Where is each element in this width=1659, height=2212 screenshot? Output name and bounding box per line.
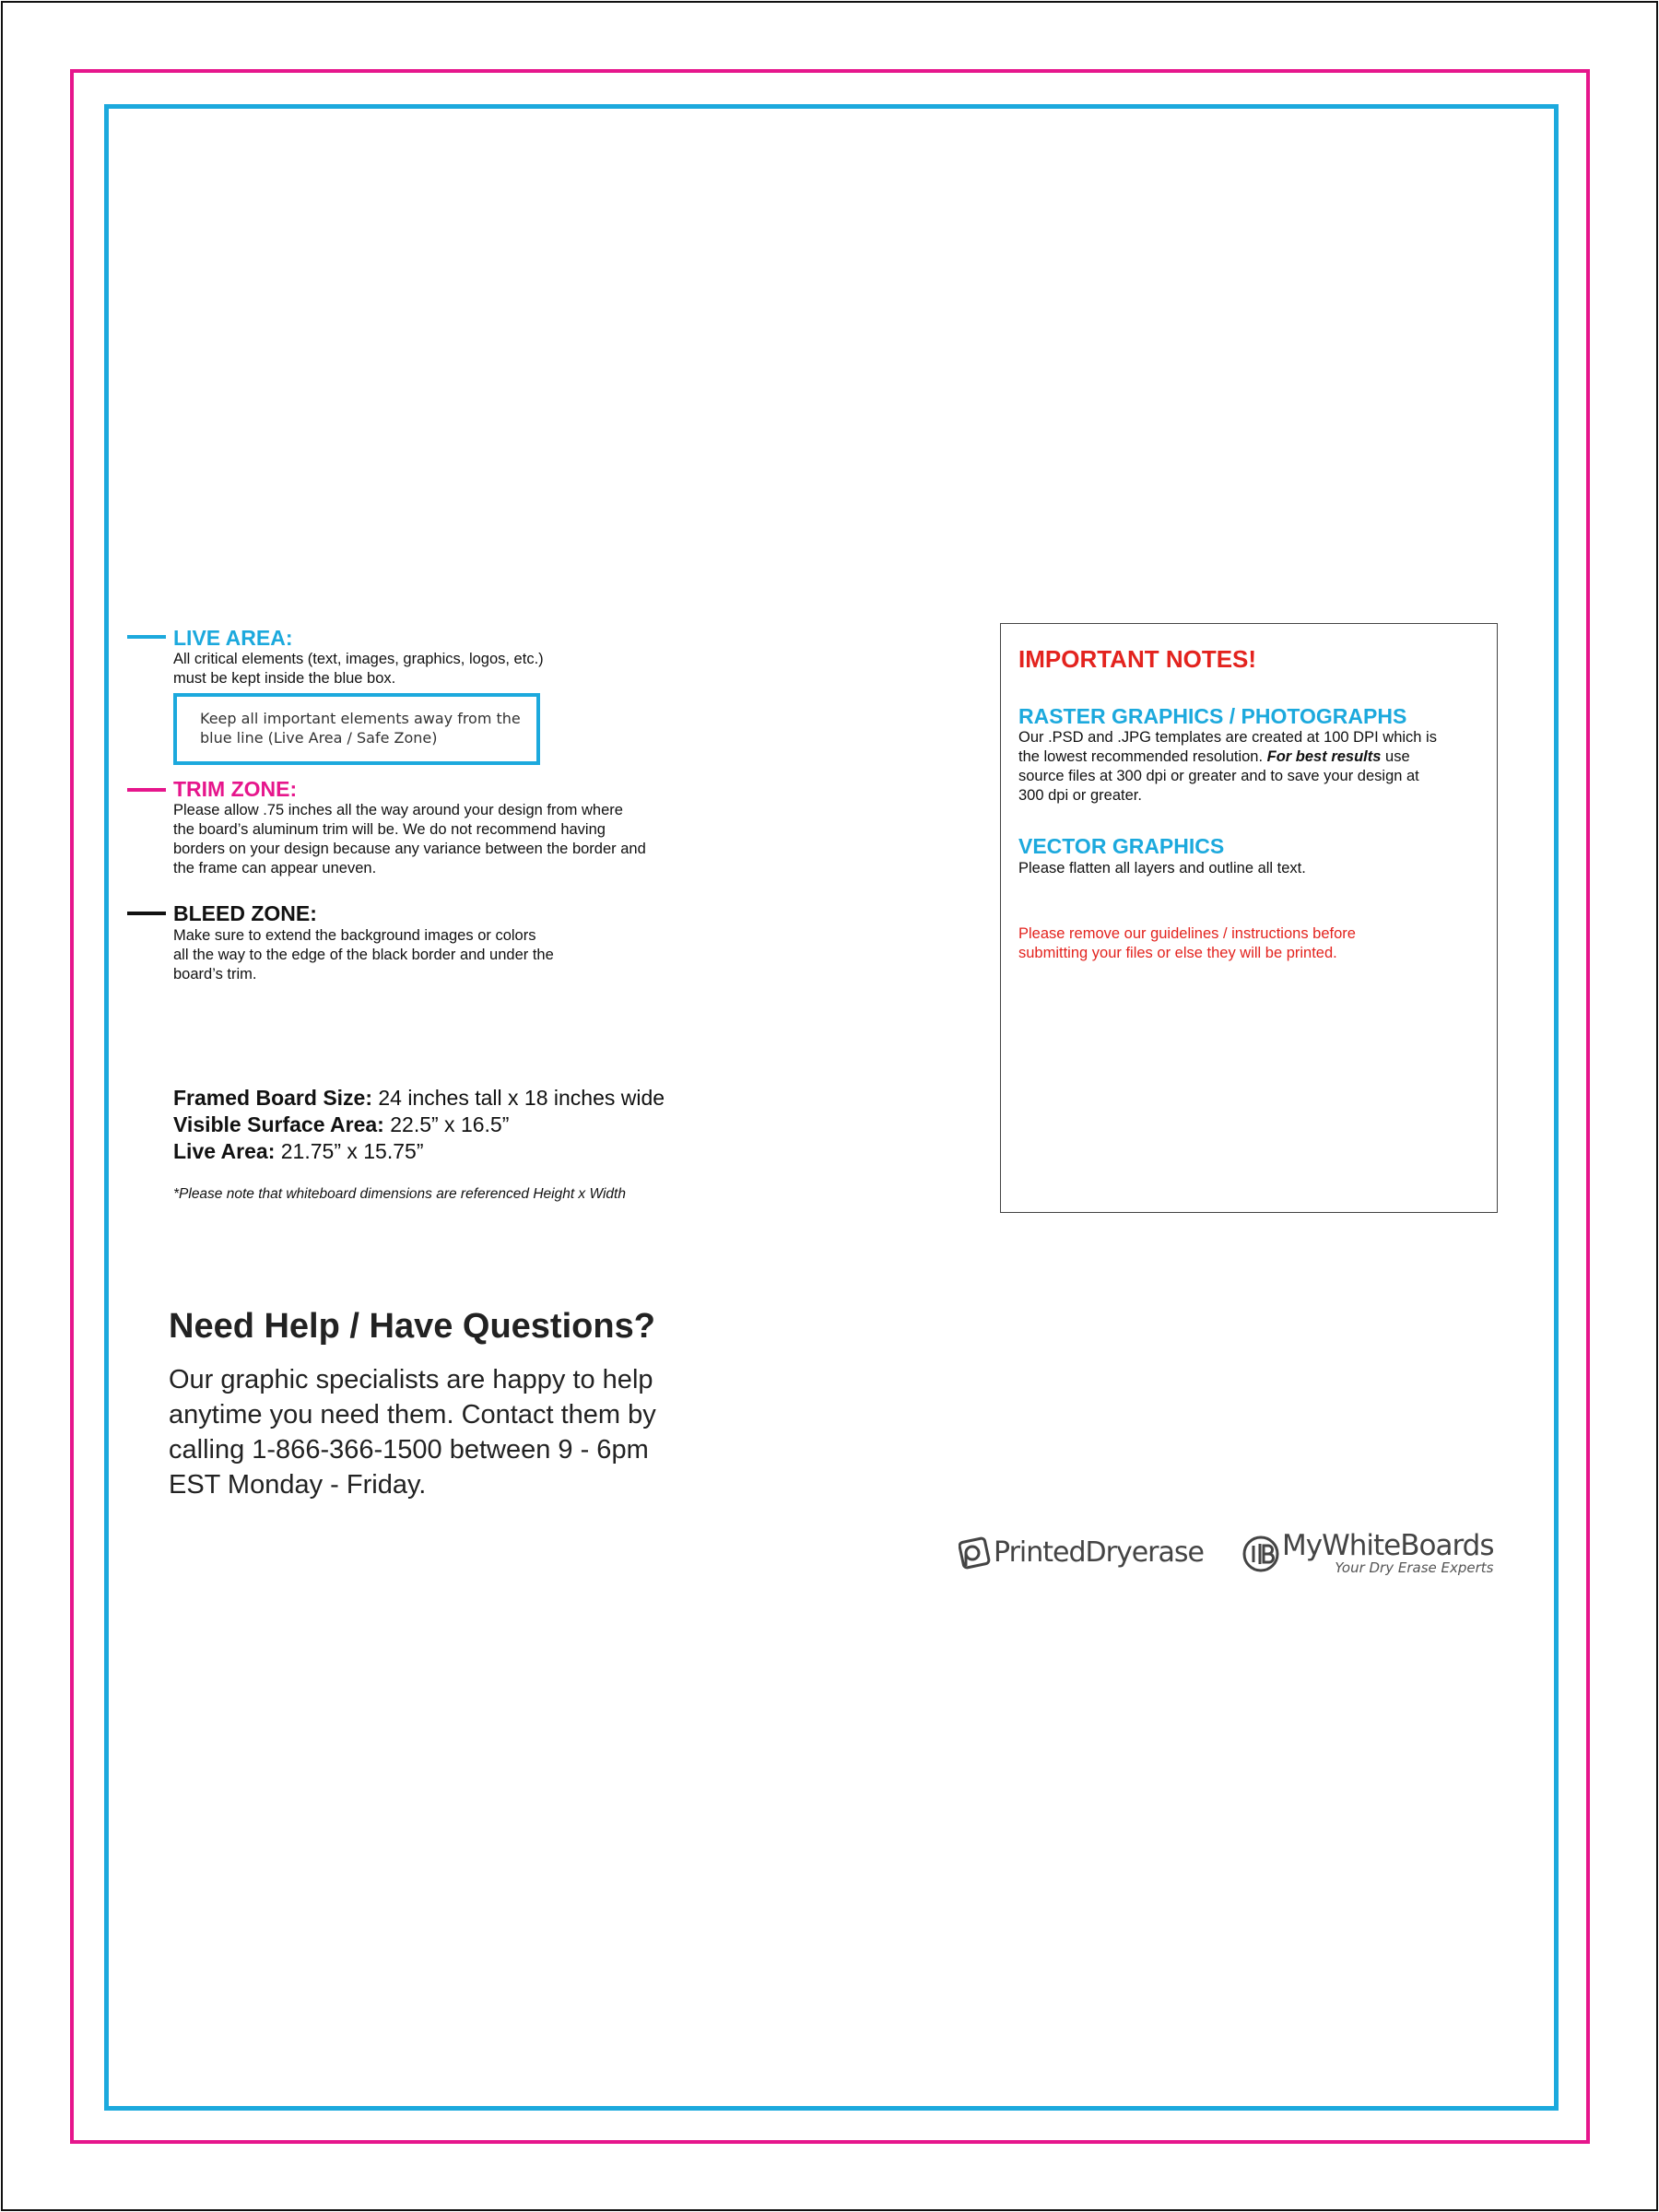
spec-label: Visible Surface Area: [173,1112,384,1136]
live-area-legend-line [127,635,166,639]
spec-value: 24 inches tall x 18 inches wide [372,1086,665,1110]
help-line: Our graphic specialists are happy to help [169,1365,653,1394]
bleed-zone-line: Make sure to extend the background images or colors [173,927,536,944]
trim-zone-legend-line [127,788,166,792]
mywhiteboards-tagline: Your Dry Erase Experts [1335,1559,1494,1576]
trim-zone-line: the frame can appear uneven. [173,860,377,877]
raster-line: 300 dpi or greater. [1018,787,1142,804]
help-body [169,1362,656,1502]
trim-zone-line: borders on your design because any variance between the border and [173,841,646,857]
vector-title: VECTOR GRAPHICS [1018,834,1225,858]
bleed-zone-legend-line [127,912,166,915]
mywhiteboards-logo-text: MyWhiteBoards [1282,1529,1494,1562]
raster-title: RASTER GRAPHICS / PHOTOGRAPHS [1018,704,1407,728]
visible-area-row [173,1112,665,1138]
bleed-zone-line: board’s trim. [173,966,257,982]
live-area-description [173,650,544,688]
remove-guidelines-warning [1018,924,1356,963]
vector-description: Please flatten all layers and outline all text. [1018,860,1306,877]
printed-dryerase-logo [959,1535,1204,1570]
printed-dryerase-logo-icon [959,1535,992,1570]
bleed-zone-title: BLEED ZONE: [173,901,317,925]
help-line: anytime you need them. Contact them by [169,1400,656,1430]
callout-line: blue line (Live Area / Safe Zone) [200,729,438,747]
live-area-callout-text [200,709,521,747]
help-title: Need Help / Have Questions? [169,1307,655,1346]
live-area-row [173,1138,665,1165]
best-results-emphasis: For best results [1266,748,1382,765]
mywhiteboards-logo-wordmark [1282,1529,1494,1576]
mywhiteboards-logo-icon [1241,1535,1280,1573]
dimensions-footnote: *Please note that whiteboard dimensions are referenced Height x Width [173,1186,626,1202]
live-area-line: All critical elements (text, images, graphics, logos, etc.) [173,651,544,667]
help-line: EST Monday - Friday. [169,1470,427,1500]
trim-zone-line: Please allow .75 inches all the way around your design from where [173,802,623,818]
trim-zone-title: TRIM ZONE: [173,777,298,801]
board-specs [173,1085,665,1165]
raster-line: Our .PSD and .JPG templates are created at 100 DPI which is [1018,729,1437,746]
trim-zone-line: the board’s aluminum trim will be. We do not recommend having [173,821,606,838]
mywhiteboards-logo [1241,1529,1494,1576]
raster-line: source files at 300 dpi or greater and to save your design at [1018,768,1419,784]
help-line: calling 1-866-366-1500 between 9 - 6pm [169,1435,649,1465]
printed-dryerase-logo-text: PrintedDryerase [994,1535,1204,1569]
raster-text: the lowest recommended resolution. [1018,748,1267,765]
live-area-line: must be kept inside the blue box. [173,670,396,687]
important-notes-title: IMPORTANT NOTES! [1018,645,1257,673]
warning-line: submitting your files or else they will be printed. [1018,945,1337,961]
bleed-zone-line: all the way to the edge of the black border and under the [173,947,554,963]
live-area-title: LIVE AREA: [173,626,293,650]
trim-zone-description [173,801,646,878]
raster-description [1018,728,1437,806]
spec-label: Live Area: [173,1139,276,1163]
spec-value: 22.5” x 16.5” [383,1112,510,1136]
spec-label: Framed Board Size: [173,1086,372,1110]
raster-line [1018,747,1437,767]
raster-text: use [1381,748,1410,765]
spec-value: 21.75” x 15.75” [275,1139,424,1163]
framed-size-row [173,1085,665,1112]
bleed-zone-description [173,926,554,984]
callout-line: Keep all important elements away from the [200,710,521,727]
warning-line: Please remove our guidelines / instructions before [1018,925,1356,942]
